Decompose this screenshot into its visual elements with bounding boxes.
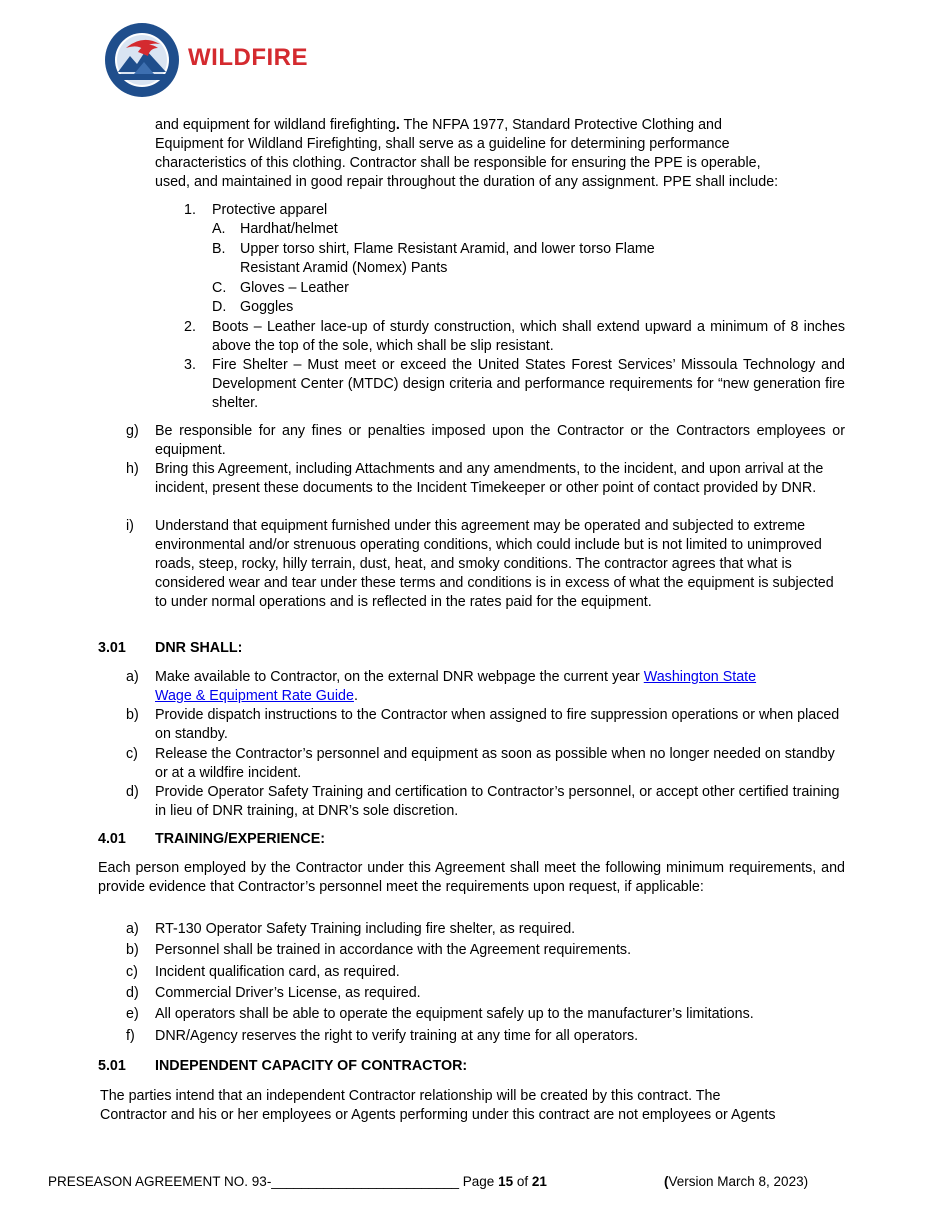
section-heading-4-01: 4.01 TRAINING/EXPERIENCE:: [98, 831, 325, 847]
training-intro: Each person employed by the Contractor under this Agreement shall meet the following minimum requirements, and provide evidence that Contractor’s personnel meet the requirements upon request, if applicable:: [98, 860, 845, 895]
page-footer: PRESEASON AGREEMENT NO. 93-_________________________ Page 15 of 21: [48, 1174, 547, 1189]
list-item: g) Be responsible for any fines or penalties imposed upon the Contractor or the Contractors employees or equipment.: [126, 423, 845, 458]
version-label: (Version March 8, 2023): [664, 1174, 809, 1189]
wildfire-brand: WILDFIRE: [188, 44, 308, 71]
independent-capacity-paragraph: The parties intend that an independent Contractor relationship will be created by this contract. The Contractor and his or her employees or Agents performing under this contract are not employees or Agents: [100, 1088, 776, 1123]
section-heading-5-01: 5.01 INDEPENDENT CAPACITY OF CONTRACTOR:: [98, 1058, 468, 1074]
ppe-item-3: 3. Fire Shelter – Must meet or exceed the United States Forest Services’ Missoula Technology and Development Center (MTDC) design criteria and performance requirements for “new generation fire shelter.: [184, 357, 845, 411]
list-item: a) Make available to Contractor, on the external DNR webpage the current year Washington State Wage & Equipment Rate Guide.: [126, 669, 757, 704]
list-item: f) DNR/Agency reserves the right to verify training at any time for all operators.: [126, 1028, 639, 1044]
ppe-sub-b: B. Upper torso shirt, Flame Resistant Aramid, and lower torso Flame Resistant Aramid (Nomex) Pants: [212, 241, 655, 276]
list-item: a) RT-130 Operator Safety Training including fire shelter, as required.: [126, 921, 576, 937]
ppe-sub-a: A. Hardhat/helmet: [212, 221, 338, 237]
list-item: e) All operators shall be able to operate the equipment safely up to the manufacturer’s limitations.: [126, 1006, 754, 1022]
list-item: b) Personnel shall be trained in accordance with the Agreement requirements.: [126, 942, 632, 958]
rate-guide-link[interactable]: Washington State Wage & Equipment Rate Guide: [155, 669, 757, 704]
list-item: d) Provide Operator Safety Training and certification to Contractor’s personnel, or accept other certified training in lieu of DNR training, at DNR’s sole discretion.: [126, 784, 840, 819]
ppe-sub-c: C. Gloves – Leather: [212, 280, 349, 296]
list-item: h) Bring this Agreement, including Attachments and any amendments, to the incident, and upon arrival at the incident, present these documents to the Incident Timekeeper or other point of contact provided by DNR.: [126, 461, 824, 496]
ppe-item-1: 1. Protective apparel: [184, 202, 328, 218]
ppe-intro-paragraph: and equipment for wildland firefighting. The NFPA 1977, Standard Protective Clothing and Equipment for Wildland Firefighting, shall serve as a guideline for determining performance characteristics of this clothing. Contractor shall be responsible for ensuring the PPE is operable, used, and maintained in good repair throughout the duration of any assignment. PPE shall include:: [155, 117, 779, 190]
dnr-seal-logo: [104, 22, 180, 98]
list-item: d) Commercial Driver’s License, as required.: [126, 985, 421, 1001]
list-item: i) Understand that equipment furnished under this agreement may be operated and subjected to extreme environmental and/or strenuous operating conditions, which could include but is not limited to unimproved roads, steep, rocky, hilly terrain, dust, heat, and smoky conditions. The contractor agrees that what is considered wear and tear under these terms and conditions is in excess of what the equipment is subjected to under normal operations and is reflected in the rates paid for the equipment.: [126, 518, 834, 610]
list-item: b) Provide dispatch instructions to the Contractor when assigned to fire suppression operations or when placed on standby.: [126, 707, 840, 742]
list-item: c) Incident qualification card, as required.: [126, 964, 400, 980]
ppe-sub-d: D. Goggles: [212, 299, 294, 315]
section-heading-3-01: 3.01 DNR SHALL:: [98, 640, 243, 656]
ppe-item-2: 2. Boots – Leather lace-up of sturdy construction, which shall extend upward a minimum of 8 inches above the top of the sole, which shall be slip resistant.: [184, 319, 845, 354]
list-item: c) Release the Contractor’s personnel and equipment as soon as possible when no longer needed on standby or at a wildfire incident.: [126, 746, 835, 781]
